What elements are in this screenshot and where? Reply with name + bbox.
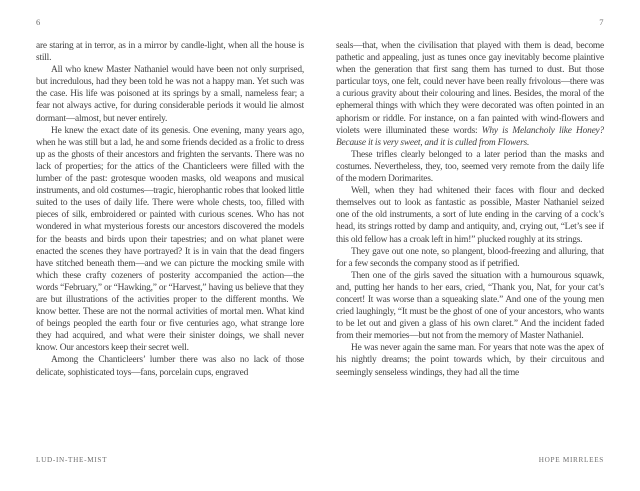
paragraph: [336, 185, 604, 245]
text-run: Well, when they had whitened their faces with flour and decked themselves out to look as fantastic as possible, Master Nathaniel seized one of the old instruments, a sort of lute ending in the carving of a cock’s head, its strings rotted by damp and antiquity, and, crying out, “Let’s see if this old fellow has a croak left in him!” plucked roughly at its strings.: [336, 186, 604, 245]
text-run: Among the Chanticleers’ lumber there was also no lack of those delicate, sophisticated toys—fans, porcelain cups, engraved: [36, 355, 304, 378]
page-6-body-text: [36, 40, 304, 444]
paragraph: [36, 64, 304, 124]
text-run: All who knew Master Nathaniel would have been not only surprised, but incredulous, had they been told he was not a happy man. Yet such was the case. His life was poisoned at its springs by a small, nameless fear; a fear not always active, for during considerable periods it would lie almost dormant—almost, but never entirely.: [36, 65, 304, 124]
paragraph: [336, 149, 604, 185]
page-7-body-text: [336, 40, 604, 444]
running-footer-author-name: HOPE MIRRLEES: [538, 456, 604, 464]
text-run: are staring at in terror, as in a mirror by candle-light, when all the house is still.: [36, 41, 304, 64]
paragraph: [36, 354, 304, 378]
page-6: [36, 0, 304, 491]
text-run: He knew the exact date of its genesis. One evening, many years ago, when he was still but a lad, he and some friends decided as a frolic to dress up as the ghosts of their ancestors and frighten the servants. There was no lack of properties; for the attics of the Chanticleers were filled with the lumber of the past: grotesque wooden masks, old weapons and musical instruments, and old costumes—tragic, hierophantic robes that looked little suited to the uses of daily life. There were whole chests, too, filled with pieces of silk, embroidered or painted with curious scenes. Who has not wondered in what mysterious forests our ancestors discovered the models for the beasts and birds upon their tapestries; and on what planet were enacted the scenes they have portrayed? It is in vain that the dead fingers have stitched beneath them—and we can picture the mocking smile with which these crafty cozeners of posterity accompanied the action—the words “February,” or “Hawking,” or “Harvest,” having us believe that they are but illustrations of the activities proper to the different months. We know better. These are not the normal activities of mortal men. What kind of beings peopled the earth four or five centuries ago, what strange lore they had acquired, and what were their sinister doings, we shall never know. Our ancestors keep their secret well.: [36, 125, 304, 354]
paragraph: [36, 40, 304, 64]
running-footer-book-title: LUD-IN-THE-MIST: [36, 456, 108, 464]
paragraph: [36, 125, 304, 355]
italic-text-run: Why is Melancholy like Honey? Because it is very sweet, and it is culled from Flowers.: [336, 125, 604, 148]
text-run: These trifles clearly belonged to a later period than the masks and costumes. Nevertheless, they, too, seemed very remote from the daily life of the modern Dorimarites.: [336, 149, 604, 185]
paragraph: [336, 40, 604, 149]
page-number-left: 6: [36, 17, 41, 27]
page-7: [336, 0, 604, 491]
text-run: seals—that, when the civilisation that played with them is dead, become pathetic and appealing, just as tunes once gay inevitably become plaintive when the generation that first sang them has turned to dust. But those particular toys, one felt, could never have been really frivolous—there was a curious gravity about their colouring and lines. Besides, the moral of the ephemeral things with which they were decorated was often pointed in an aphorism or riddle. For instance, on a fan painted with wind-flowers and violets were illuminated these words:: [336, 41, 604, 136]
paragraph: [336, 270, 604, 343]
paragraph: [336, 342, 604, 378]
text-run: Then one of the girls saved the situation with a humourous squawk, and, putting her hands to her ears, cried, “Thank you, Nat, for your cat’s concert! It was worse than a squeaking slate.” And one of the young men cried laughingly, “It must be the ghost of one of your ancestors, who wants to be let out and given a glass of his own claret.” And the incident faded from their memories—but not from the memory of Master Nathaniel.: [336, 270, 604, 342]
text-run: He was never again the same man. For years that note was the apex of his nightly dreams; the point towards which, by their circuitous and seemingly senseless windings, they had all the time: [336, 343, 604, 378]
text-run: They gave out one note, so plangent, blood-freezing and alluring, that for a few seconds the company stood as if petrified.: [336, 246, 604, 269]
page-number-right: 7: [599, 17, 604, 27]
paragraph: [336, 246, 604, 270]
